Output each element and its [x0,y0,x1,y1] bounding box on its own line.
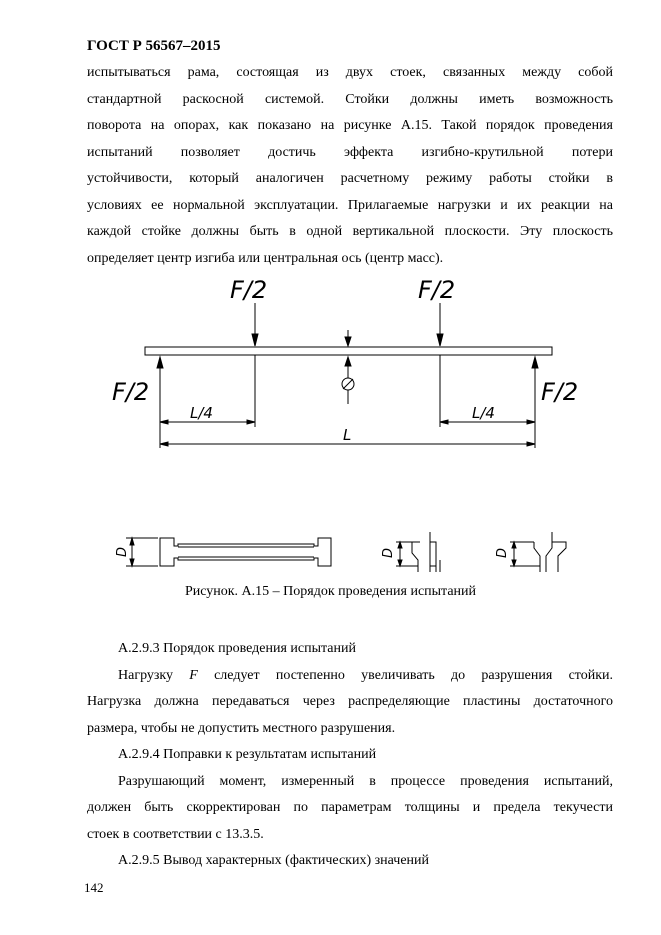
section-detail-middle [396,532,440,572]
figure-caption: Рисунок. А.15 – Порядок проведения испытаний [184,584,477,599]
intro-line-7: каждой стойке должны быть в одной вертикальной плоскости. Эту плоскость [87,224,613,239]
reaction-label-left: F/2 [112,378,150,406]
document-header: ГОСТ Р 56567–2015 [87,38,221,54]
dim-label-right: L/4 [472,404,495,422]
section-title-a295: А.2.9.5 Вывод характерных (фактических) значений [118,853,430,868]
page-number: 142 [84,880,104,895]
reaction-label-right: F/2 [541,378,579,406]
load-arrowhead-right [437,334,443,346]
section-label-1: D [115,546,130,557]
s294-line-2: должен быть скорректирован по параметрам толщины и предела текучести [87,800,613,815]
load-label-top-left: F/2 [230,276,268,304]
s294-line-3: стоек в соответствии с 13.3.5. [87,826,264,842]
section-title-a294: А.2.9.4 Поправки к результатам испытаний [118,747,377,762]
s294-line-1: Разрушающий момент, измеренный в процессе проведения испытаний, [118,773,613,789]
intro-line-3: поворота на опорах, как показано на рисунке А.15. Такой порядок проведения [87,118,613,133]
column-profile-section [126,538,331,566]
load-label-top-right: F/2 [418,276,456,304]
dim-label-total: L [343,426,352,444]
beam [145,347,552,355]
section-detail-right [510,532,566,572]
intro-line-8: определяет центр изгиба или центральная ось (центр масс). [87,250,444,266]
dim-label-left: L/4 [190,404,213,422]
intro-line-2: стандартной раскосной системой. Стойки должны иметь возможность [87,91,613,107]
intro-line-6: условиях ее нормальной эксплуатации. Прилагаемые нагрузки и их реакции на [87,197,613,213]
reaction-arrowhead-left [157,357,163,368]
s293-line-2: Нагрузка должна передаваться через распределяющие пластины достаточного [87,694,613,709]
section-title-a293: А.2.9.3 Порядок проведения испытаний [118,641,356,656]
reaction-arrowhead-right [532,357,538,368]
intro-line-1: испытываться рама, состоящая из двух стоек, связанных между собой [87,65,613,80]
variable-f: F [189,667,198,683]
section-label-2: D [381,547,396,558]
s293-line-3: размера, чтобы не допустить местного разрушения. [87,720,396,736]
intro-line-4: испытаний позволяет достичь эффекта изгибно-крутильной потери [87,144,613,160]
section-label-3: D [495,547,510,558]
s293-line-1: Нагрузку F следует постепенно увеличивать до разрушения стойки. [118,667,614,683]
load-arrowhead-left [252,334,258,346]
intro-line-5: устойчивости, который аналогичен расчетному режиму работы стойки в [87,171,613,186]
